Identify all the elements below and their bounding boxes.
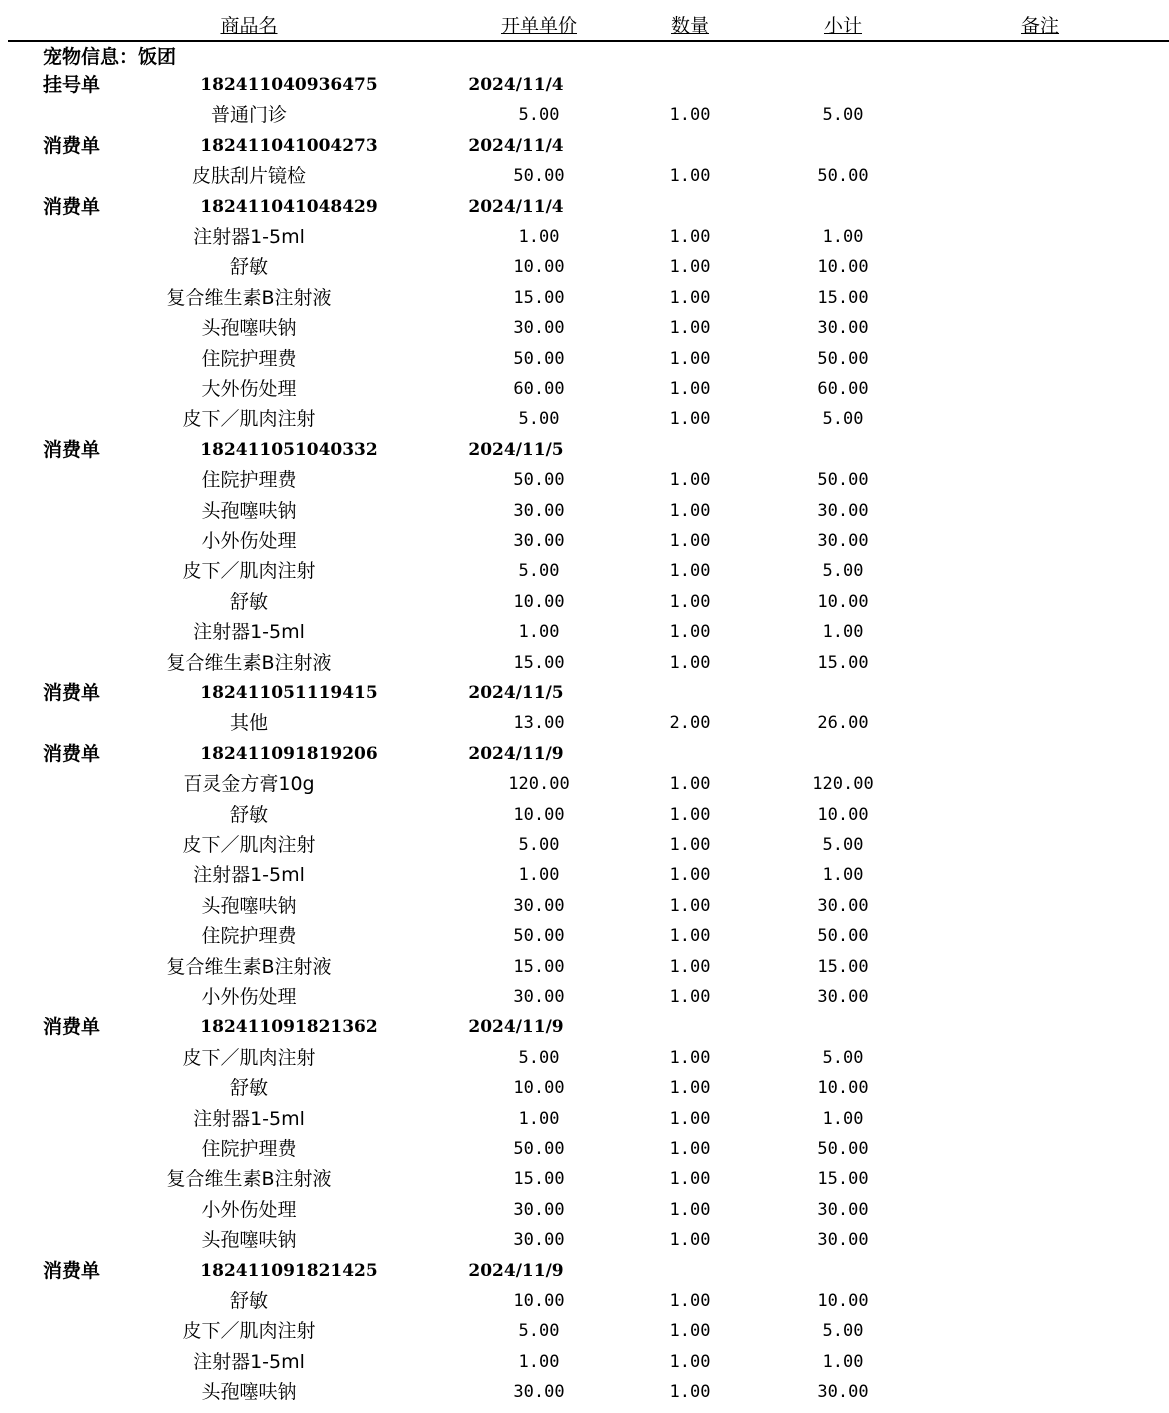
- item-quantity: 1.00: [669, 926, 711, 947]
- order-type: 消费单: [43, 1259, 101, 1282]
- item-name: 住院护理费: [201, 469, 297, 492]
- item-unit-price: 5.00: [518, 1047, 560, 1068]
- order-number: 182411091819206: [200, 743, 378, 764]
- item-unit-price: 1.00: [518, 227, 560, 247]
- item-name: 头孢噻呋钠: [201, 499, 297, 522]
- col-header-remarks: 备注: [1020, 15, 1060, 37]
- item-subtotal: 5.00: [822, 1321, 864, 1342]
- item-row: [0, 769, 1169, 799]
- item-row: [0, 526, 1169, 556]
- item-name: 头孢噻呋钠: [201, 1381, 297, 1404]
- item-name: 头孢噻呋钠: [201, 1229, 297, 1252]
- order-date: 2024/11/9: [468, 743, 564, 764]
- item-quantity: 1.00: [669, 287, 711, 308]
- item-row: [0, 1073, 1169, 1103]
- item-quantity: 1.00: [669, 1139, 711, 1159]
- item-subtotal: 1.00: [822, 227, 864, 247]
- item-quantity: 1.00: [669, 470, 711, 491]
- item-name: 小外伤处理: [201, 530, 297, 552]
- item-row: [0, 374, 1169, 404]
- item-name: 舒敏: [229, 803, 269, 826]
- item-row: [0, 648, 1169, 678]
- item-subtotal: 50.00: [817, 470, 869, 491]
- item-name: 皮肤刮片镜检: [191, 165, 307, 188]
- item-subtotal: 1.00: [822, 622, 864, 643]
- col-header-unit-price: 开单单价: [500, 15, 578, 37]
- col-header-product-name: 商品名: [220, 15, 278, 37]
- item-name: 其他: [229, 712, 269, 735]
- item-name: 头孢噻呋钠: [201, 894, 297, 917]
- item-unit-price: 10.00: [513, 1291, 565, 1311]
- item-unit-price: 30.00: [513, 318, 565, 339]
- item-quantity: 1.00: [669, 561, 711, 582]
- item-row: [0, 982, 1169, 1012]
- item-subtotal: 10.00: [817, 1291, 869, 1311]
- item-row: [0, 921, 1169, 951]
- item-unit-price: 15.00: [513, 287, 565, 308]
- item-subtotal: 30.00: [817, 1230, 869, 1251]
- item-subtotal: 10.00: [817, 591, 869, 612]
- item-unit-price: 15.00: [513, 1169, 565, 1190]
- item-unit-price: 30.00: [513, 895, 565, 916]
- item-subtotal: 50.00: [817, 348, 869, 369]
- item-subtotal: 30.00: [817, 895, 869, 916]
- item-row: [0, 313, 1169, 343]
- order-number: 182411051119415: [200, 683, 378, 703]
- item-subtotal: 26.00: [817, 713, 869, 734]
- item-quantity: 1.00: [669, 1199, 711, 1220]
- item-unit-price: 10.00: [513, 1078, 565, 1099]
- item-unit-price: 50.00: [513, 166, 565, 187]
- item-row: [0, 587, 1169, 617]
- item-quantity: 1.00: [669, 1230, 711, 1251]
- item-unit-price: 50.00: [513, 926, 565, 947]
- item-row: [0, 344, 1169, 374]
- item-subtotal: 15.00: [817, 652, 869, 673]
- item-subtotal: 15.00: [817, 1169, 869, 1190]
- item-subtotal: 30.00: [817, 318, 869, 339]
- order-number: 182411091821425: [200, 1260, 378, 1281]
- item-name: 注射器1-5ml: [193, 621, 305, 644]
- col-header-subtotal: 小计: [823, 15, 863, 37]
- item-name: 复合维生素B注射液: [166, 1168, 332, 1191]
- item-subtotal: 50.00: [817, 926, 869, 947]
- item-name: 皮下／肌肉注射: [182, 408, 316, 431]
- item-quantity: 1.00: [669, 1169, 711, 1190]
- item-row: [0, 1104, 1169, 1134]
- item-unit-price: 10.00: [513, 804, 565, 825]
- order-header-row: [0, 678, 1169, 708]
- order-header-row: [0, 1256, 1169, 1286]
- item-name: 百灵金方膏10g: [183, 773, 315, 796]
- item-quantity: 1.00: [669, 1078, 711, 1099]
- item-name: 皮下／肌肉注射: [182, 834, 316, 856]
- item-name: 大外伤处理: [201, 378, 297, 400]
- order-header-row: [0, 131, 1169, 161]
- col-header-quantity: 数量: [670, 15, 710, 37]
- order-date: 2024/11/5: [468, 683, 564, 703]
- item-subtotal: 1.00: [822, 1108, 864, 1129]
- item-quantity: 1.00: [669, 166, 711, 187]
- item-subtotal: 30.00: [817, 1199, 869, 1220]
- item-quantity: 1.00: [669, 1351, 711, 1372]
- item-unit-price: 5.00: [518, 1321, 560, 1342]
- order-type: 挂号单: [43, 74, 101, 96]
- item-subtotal: 15.00: [817, 956, 869, 977]
- item-unit-price: 30.00: [513, 531, 565, 551]
- item-row: [0, 222, 1169, 252]
- item-row: [0, 1134, 1169, 1164]
- item-quantity: 1.00: [669, 987, 711, 1007]
- item-unit-price: 50.00: [513, 470, 565, 491]
- item-name: 注射器1-5ml: [193, 1350, 305, 1373]
- item-subtotal: 10.00: [817, 804, 869, 825]
- order-type: 消费单: [43, 682, 101, 704]
- order-header-row: [0, 70, 1169, 100]
- item-unit-price: 50.00: [513, 1139, 565, 1159]
- item-quantity: 1.00: [669, 1382, 711, 1403]
- order-date: 2024/11/5: [468, 439, 564, 460]
- item-unit-price: 120.00: [508, 774, 570, 795]
- item-quantity: 1.00: [669, 774, 711, 795]
- order-number: 182411091821362: [200, 1017, 378, 1038]
- item-unit-price: 1.00: [518, 865, 560, 886]
- item-subtotal: 30.00: [817, 1382, 869, 1403]
- item-unit-price: 50.00: [513, 348, 565, 369]
- item-subtotal: 10.00: [817, 257, 869, 278]
- item-quantity: 1.00: [669, 865, 711, 886]
- item-row: [0, 1195, 1169, 1225]
- item-unit-price: 10.00: [513, 591, 565, 612]
- item-row: [0, 1286, 1169, 1316]
- order-number: 182411040936475: [200, 75, 378, 95]
- item-unit-price: 1.00: [518, 622, 560, 643]
- item-unit-price: 10.00: [513, 257, 565, 278]
- item-subtotal: 50.00: [817, 166, 869, 187]
- item-unit-price: 5.00: [518, 835, 560, 855]
- item-quantity: 1.00: [669, 652, 711, 673]
- item-row: [0, 252, 1169, 282]
- item-name: 注射器1-5ml: [193, 1107, 305, 1130]
- item-subtotal: 15.00: [817, 287, 869, 308]
- item-name: 舒敏: [229, 590, 269, 613]
- item-quantity: 1.00: [669, 1047, 711, 1068]
- order-date: 2024/11/9: [468, 1260, 564, 1281]
- order-number: 182411041004273: [200, 135, 378, 156]
- item-quantity: 1.00: [669, 835, 711, 855]
- item-unit-price: 1.00: [518, 1108, 560, 1129]
- item-row: [0, 708, 1169, 738]
- item-row: [0, 496, 1169, 526]
- item-row: [0, 161, 1169, 191]
- order-date: 2024/11/4: [468, 75, 564, 95]
- item-row: [0, 1043, 1169, 1073]
- item-row: [0, 283, 1169, 313]
- item-quantity: 1.00: [669, 257, 711, 278]
- item-name: 复合维生素B注射液: [166, 651, 332, 674]
- pet-info: 宠物信息：饭团: [43, 46, 177, 68]
- item-quantity: 1.00: [669, 105, 711, 126]
- item-name: 住院护理费: [201, 347, 297, 370]
- item-name: 舒敏: [229, 1290, 269, 1312]
- item-row: [0, 860, 1169, 890]
- order-number: 182411041048429: [200, 196, 378, 217]
- item-subtotal: 1.00: [822, 865, 864, 886]
- item-unit-price: 15.00: [513, 956, 565, 977]
- item-name: 注射器1-5ml: [193, 864, 305, 887]
- item-quantity: 1.00: [669, 804, 711, 825]
- item-quantity: 1.00: [669, 500, 711, 521]
- order-type: 消费单: [43, 742, 101, 765]
- item-unit-price: 30.00: [513, 1199, 565, 1220]
- item-quantity: 1.00: [669, 956, 711, 977]
- item-quantity: 1.00: [669, 591, 711, 612]
- order-type: 消费单: [43, 1016, 101, 1039]
- order-number: 182411051040332: [200, 439, 378, 460]
- item-row: [0, 404, 1169, 434]
- item-name: 小外伤处理: [201, 986, 297, 1008]
- item-row: [0, 891, 1169, 921]
- item-name: 皮下／肌肉注射: [182, 1046, 316, 1069]
- item-row: [0, 1377, 1169, 1407]
- item-name: 舒敏: [229, 256, 269, 279]
- item-quantity: 2.00: [669, 713, 711, 734]
- item-subtotal: 1.00: [822, 1351, 864, 1372]
- order-date: 2024/11/9: [468, 1017, 564, 1038]
- item-unit-price: 60.00: [513, 379, 565, 399]
- order-header-row: [0, 739, 1169, 769]
- order-header-row: [0, 435, 1169, 465]
- order-type: 消费单: [43, 438, 101, 461]
- item-name: 住院护理费: [201, 1138, 297, 1160]
- order-type: 消费单: [43, 195, 101, 218]
- item-unit-price: 5.00: [518, 409, 560, 430]
- item-row: [0, 830, 1169, 860]
- item-name: 注射器1-5ml: [193, 226, 305, 248]
- item-subtotal: 30.00: [817, 531, 869, 551]
- item-row: [0, 800, 1169, 830]
- order-date: 2024/11/4: [468, 135, 564, 156]
- item-row: [0, 1347, 1169, 1377]
- item-name: 普通门诊: [210, 104, 288, 127]
- item-quantity: 1.00: [669, 348, 711, 369]
- item-subtotal: 5.00: [822, 561, 864, 582]
- item-subtotal: 10.00: [817, 1078, 869, 1099]
- order-header-row: [0, 192, 1169, 222]
- item-quantity: 1.00: [669, 409, 711, 430]
- item-name: 住院护理费: [201, 925, 297, 948]
- item-name: 舒敏: [229, 1077, 269, 1100]
- order-date: 2024/11/4: [468, 196, 564, 217]
- item-quantity: 1.00: [669, 379, 711, 399]
- item-subtotal: 60.00: [817, 379, 869, 399]
- item-quantity: 1.00: [669, 227, 711, 247]
- item-subtotal: 5.00: [822, 105, 864, 126]
- item-unit-price: 15.00: [513, 652, 565, 673]
- item-row: [0, 556, 1169, 586]
- item-subtotal: 120.00: [812, 774, 874, 795]
- item-subtotal: 50.00: [817, 1139, 869, 1159]
- item-row: [0, 465, 1169, 495]
- item-unit-price: 30.00: [513, 987, 565, 1007]
- item-row: [0, 1316, 1169, 1346]
- item-quantity: 1.00: [669, 318, 711, 339]
- item-subtotal: 30.00: [817, 987, 869, 1007]
- item-row: [0, 952, 1169, 982]
- item-unit-price: 30.00: [513, 1230, 565, 1251]
- item-name: 小外伤处理: [201, 1198, 297, 1221]
- order-type: 消费单: [43, 134, 101, 157]
- item-unit-price: 30.00: [513, 1382, 565, 1403]
- item-unit-price: 5.00: [518, 105, 560, 126]
- item-subtotal: 30.00: [817, 500, 869, 521]
- item-row: [0, 1225, 1169, 1255]
- item-unit-price: 5.00: [518, 561, 560, 582]
- item-row: [0, 1164, 1169, 1194]
- item-subtotal: 5.00: [822, 835, 864, 855]
- item-unit-price: 30.00: [513, 500, 565, 521]
- item-row: [0, 100, 1169, 130]
- item-name: 皮下／肌肉注射: [182, 560, 316, 583]
- item-name: 复合维生素B注射液: [166, 286, 332, 309]
- item-quantity: 1.00: [669, 1291, 711, 1311]
- order-header-row: [0, 1012, 1169, 1042]
- item-quantity: 1.00: [669, 531, 711, 551]
- item-name: 头孢噻呋钠: [201, 317, 297, 340]
- item-quantity: 1.00: [669, 1321, 711, 1342]
- item-name: 复合维生素B注射液: [166, 955, 332, 978]
- header-divider: [8, 40, 1169, 42]
- item-name: 皮下／肌肉注射: [182, 1320, 316, 1343]
- item-quantity: 1.00: [669, 1108, 711, 1129]
- item-row: [0, 617, 1169, 647]
- item-unit-price: 13.00: [513, 713, 565, 734]
- item-quantity: 1.00: [669, 622, 711, 643]
- item-quantity: 1.00: [669, 895, 711, 916]
- item-unit-price: 1.00: [518, 1351, 560, 1372]
- item-subtotal: 5.00: [822, 409, 864, 430]
- item-subtotal: 5.00: [822, 1047, 864, 1068]
